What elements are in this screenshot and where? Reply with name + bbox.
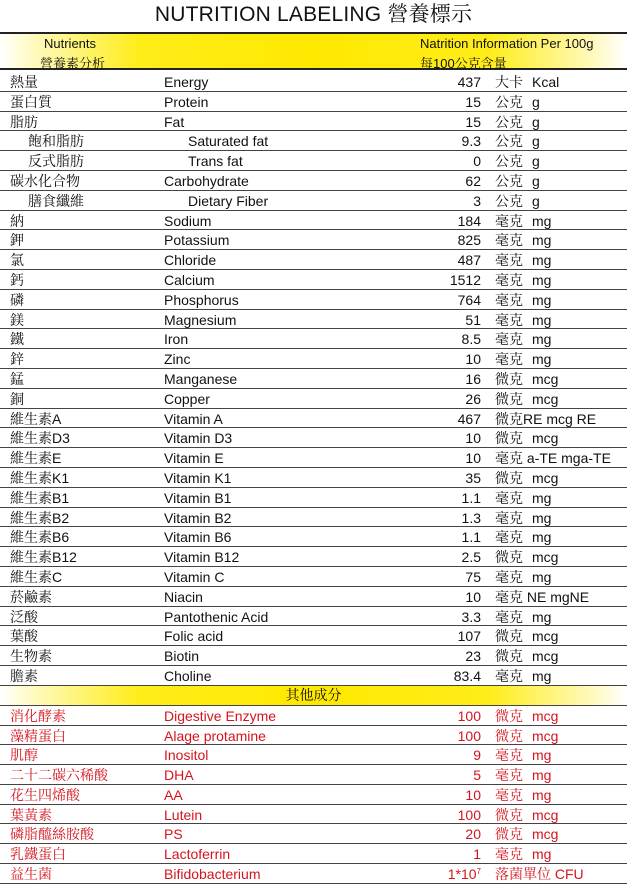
nutrient-name-en: Lutein <box>164 806 203 823</box>
nutrient-unit-en: mg <box>532 846 552 863</box>
nutrient-unit-en: mcg <box>532 648 559 665</box>
header-nutrients-zh: 營養素分析 <box>40 56 106 71</box>
nutrient-row <box>0 448 627 468</box>
nutrient-unit-zh: 微克 <box>495 806 523 823</box>
nutrient-unit-zh: 毫克 <box>495 568 523 585</box>
nutrient-unit-zh: 微克 <box>495 390 523 407</box>
nutrient-name-zh: 鋅 <box>10 351 24 368</box>
nutrient-unit-en: g <box>532 153 540 170</box>
nutrient-value: 51 <box>465 311 481 328</box>
nutrient-row <box>0 131 627 151</box>
nutrient-unit-zh: 毫克 <box>495 331 523 348</box>
nutrient-row <box>0 468 627 488</box>
nutrient-unit-en: mg <box>532 232 552 249</box>
nutrient-value: 3.3 <box>461 608 481 625</box>
nutrient-row <box>0 211 627 231</box>
nutrient-unit-en: mg <box>532 747 552 764</box>
nutrient-name-en: Vitamin D3 <box>164 430 233 447</box>
nutrient-name-en: Potassium <box>164 232 230 249</box>
nutrient-name-en: Digestive Enzyme <box>164 707 277 724</box>
nutrient-unit-zh: 毫克 <box>495 786 523 803</box>
nutrient-name-en: Iron <box>164 331 189 348</box>
nutrient-name-en: Magnesium <box>164 311 237 328</box>
nutrient-unit-zh: 毫克 <box>495 509 523 526</box>
nutrient-row <box>0 428 627 448</box>
nutrient-name-en: Vitamin B12 <box>164 549 240 566</box>
nutrient-unit-zh: 毫克 <box>495 767 523 784</box>
nutrient-row <box>0 646 627 666</box>
nutrient-name-en: Chloride <box>164 252 217 269</box>
nutrient-value: 100 <box>457 727 481 744</box>
nutrient-value: 100 <box>457 806 481 823</box>
nutrient-unit-zh: 微克 <box>495 628 523 645</box>
nutrient-row <box>0 230 627 250</box>
nutrient-name-en: Vitamin B1 <box>164 489 232 506</box>
nutrient-name-en: Carbohydrate <box>164 172 249 189</box>
nutrient-name-zh: 鈣 <box>10 271 24 288</box>
header-nutrients-en: Nutrients <box>44 36 97 51</box>
nutrient-unit-en: mcg <box>532 628 559 645</box>
nutrient-unit-en: mcg <box>532 707 559 724</box>
nutrient-name-en: Choline <box>164 667 212 684</box>
nutrient-unit-en: mg <box>532 291 552 308</box>
nutrient-value: 20 <box>465 826 481 843</box>
nutrient-name-zh: 氯 <box>10 252 24 269</box>
nutrient-row <box>0 112 627 132</box>
nutrient-name-en: Vitamin K1 <box>164 469 232 486</box>
nutrient-value: 75 <box>465 568 481 585</box>
nutrient-name-en: AA <box>164 786 183 803</box>
header-per100-en: Natrition Information Per 100g <box>420 36 594 51</box>
nutrient-row <box>0 191 627 211</box>
nutrient-name-zh: 花生四烯酸 <box>10 786 80 803</box>
nutrient-value: $1*10^7$ <box>447 866 481 883</box>
nutrient-name-zh: 蛋白質 <box>10 93 52 110</box>
nutrient-unit-en: g <box>532 133 540 150</box>
nutrient-name-zh: 磷脂醯絲胺酸 <box>10 826 94 843</box>
nutrient-value: 10 <box>465 430 481 447</box>
nutrient-name-zh: 銅 <box>10 390 24 407</box>
nutrient-name-zh: 膳食纖維 <box>28 192 84 209</box>
nutrient-unit-en: mg <box>532 568 552 585</box>
nutrient-row <box>0 547 627 567</box>
nutrient-unit-zh: 公克 <box>495 192 523 209</box>
nutrient-row <box>0 92 627 112</box>
nutrient-value: 26 <box>465 390 481 407</box>
nutrient-unit-en: mg <box>532 786 552 803</box>
nutrient-unit-en: mcg <box>532 806 559 823</box>
other-ingredient-row <box>0 864 627 884</box>
nutrient-name-en: Protein <box>164 93 209 110</box>
section-other-ingredients: 其他成分 <box>0 686 627 706</box>
nutrient-value: 5 <box>473 767 481 784</box>
nutrient-unit-en: mcg <box>532 727 559 744</box>
nutrient-name-en: Phosphorus <box>164 291 239 308</box>
nutrient-unit-en: mg <box>532 331 552 348</box>
nutrient-name-zh: 鐵 <box>10 331 24 348</box>
nutrient-name-zh: 磷 <box>10 291 24 308</box>
nutrient-name-zh: 反式脂肪 <box>28 153 84 170</box>
nutrient-unit-zh: 微克 <box>495 469 523 486</box>
nutrient-value: 9.3 <box>461 133 481 150</box>
nutrient-unit-en: mg <box>532 252 552 269</box>
nutrient-value: 487 <box>457 252 481 269</box>
other-ingredient-row <box>0 785 627 805</box>
nutrient-row <box>0 666 627 686</box>
nutrient-name-zh: 生物素 <box>10 648 52 665</box>
nutrient-value: 2.5 <box>461 549 481 566</box>
nutrient-unit-zh: 毫克 <box>495 291 523 308</box>
nutrient-name-en: Manganese <box>164 370 238 387</box>
nutrient-row <box>0 270 627 290</box>
nutrient-unit-en: mg <box>532 271 552 288</box>
nutrient-unit-zh: 微克 <box>495 727 523 744</box>
nutrient-unit: 毫克 a-TE mga-TE <box>495 450 611 467</box>
other-ingredient-row <box>0 844 627 864</box>
nutrient-value: 8.5 <box>461 331 481 348</box>
nutrient-unit-zh: 毫克 <box>495 212 523 229</box>
nutrient-value: 9 <box>473 747 481 764</box>
nutrient-unit-en: mg <box>532 667 552 684</box>
nutrient-name-zh: 藻精蛋白 <box>10 727 66 744</box>
nutrient-name-en: DHA <box>164 767 194 784</box>
nutrient-row <box>0 290 627 310</box>
nutrient-value: 1512 <box>449 271 481 288</box>
nutrient-name-zh: 膽素 <box>10 667 38 684</box>
nutrient-unit-zh: 公克 <box>495 153 523 170</box>
nutrient-name-zh: 肌醇 <box>10 747 38 764</box>
nutrient-name-zh: 維生素B1 <box>10 489 70 506</box>
nutrient-value: 10 <box>465 786 481 803</box>
nutrient-name-en: Vitamin E <box>164 450 224 467</box>
nutrient-value: 0 <box>473 153 481 170</box>
nutrient-name-zh: 維生素K1 <box>10 469 70 486</box>
nutrient-row <box>0 369 627 389</box>
nutrient-name-zh: 維生素C <box>10 568 63 585</box>
table-header <box>0 32 627 70</box>
nutrient-unit-en: mg <box>532 509 552 526</box>
nutrient-name-en: Vitamin B6 <box>164 529 232 546</box>
nutrient-name-zh: 乳鐵蛋白 <box>10 846 66 863</box>
nutrient-name-en: PS <box>164 826 183 843</box>
nutrient-name-zh: 二十二碳六稀酸 <box>10 767 108 784</box>
nutrient-name-zh: 脂肪 <box>10 113 38 130</box>
nutrient-name-zh: 碳水化合物 <box>10 172 80 189</box>
nutrient-value: 23 <box>465 648 481 665</box>
nutrient-unit-en: g <box>532 172 540 189</box>
nutrient-name-zh: 錳 <box>10 370 24 387</box>
nutrient-unit-zh: 毫克 <box>495 232 523 249</box>
nutrient-unit-en: mcg <box>532 549 559 566</box>
nutrient-unit-zh: 毫克 <box>495 747 523 764</box>
nutrient-value: 1.1 <box>461 489 481 506</box>
nutrient-unit-en: mg <box>532 351 552 368</box>
nutrient-unit-zh: 毫克 <box>495 846 523 863</box>
nutrient-value: 16 <box>465 370 481 387</box>
nutrient-value: 1.1 <box>461 529 481 546</box>
nutrient-name-zh: 泛酸 <box>10 608 38 625</box>
nutrient-unit: 落菌單位 CFU <box>495 866 584 883</box>
nutrient-row <box>0 72 627 92</box>
nutrient-unit-zh: 毫克 <box>495 351 523 368</box>
nutrient-unit-en: g <box>532 113 540 130</box>
nutrient-row <box>0 508 627 528</box>
nutrient-name-en: Vitamin A <box>164 410 223 427</box>
nutrient-name-zh: 葉酸 <box>10 628 38 645</box>
nutrient-unit-zh: 公克 <box>495 133 523 150</box>
nutrient-name-en: Pantothenic Acid <box>164 608 269 625</box>
nutrient-unit-zh: 毫克 <box>495 271 523 288</box>
nutrient-unit-zh: 毫克 <box>495 311 523 328</box>
nutrient-value: 437 <box>457 74 481 90</box>
nutrient-name-en: Saturated fat <box>188 133 269 150</box>
nutrient-name-en: Copper <box>164 390 210 407</box>
nutrient-value: 15 <box>465 93 481 110</box>
nutrient-row <box>0 587 627 607</box>
nutrient-unit-zh: 微克 <box>495 549 523 566</box>
nutrient-value: 825 <box>457 232 481 249</box>
other-ingredient-row <box>0 805 627 825</box>
nutrient-value: 764 <box>457 291 481 308</box>
nutrient-unit-zh: 毫克 <box>495 252 523 269</box>
nutrient-name-zh: 鉀 <box>10 232 24 249</box>
nutrient-name-zh: 鎂 <box>10 311 24 328</box>
nutrient-unit-zh: 毫克 <box>495 667 523 684</box>
nutrient-row <box>0 488 627 508</box>
nutrient-name-zh: 納 <box>10 212 24 229</box>
nutrient-name-en: Bifidobacterium <box>164 866 261 883</box>
nutrient-name-zh: 維生素A <box>10 410 62 427</box>
nutrient-name-en: Sodium <box>164 212 212 229</box>
nutrient-name-zh: 飽和脂肪 <box>28 133 84 150</box>
nutrient-row <box>0 310 627 330</box>
nutrient-value: 100 <box>457 707 481 724</box>
nutrient-name-zh: 維生素B2 <box>10 509 70 526</box>
nutrient-row <box>0 151 627 171</box>
nutrient-unit: 毫克 NE mgNE <box>495 588 590 605</box>
nutrient-name-zh: 益生菌 <box>10 866 52 883</box>
nutrient-name-zh: 維生素D3 <box>10 430 70 447</box>
nutrient-unit-zh: 毫克 <box>495 529 523 546</box>
nutrient-name-en: Fat <box>164 113 185 130</box>
nutrient-unit-en: mg <box>532 529 552 546</box>
nutrient-name-zh: 維生素B12 <box>10 549 77 566</box>
nutrient-unit-zh: 微克 <box>495 826 523 843</box>
nutrient-row <box>0 527 627 547</box>
nutrient-value: 1.3 <box>461 509 481 526</box>
nutrient-unit-en: mcg <box>532 370 559 387</box>
nutrient-row <box>0 250 627 270</box>
nutrient-row <box>0 409 627 429</box>
nutrient-unit-zh: 公克 <box>495 93 523 110</box>
nutrient-name-en: Lactoferrin <box>164 846 231 863</box>
nutrient-value: 3 <box>473 192 481 209</box>
nutrient-unit-zh: 微克 <box>495 707 523 724</box>
page-title: NUTRITION LABELING 營養標示 <box>154 3 473 26</box>
nutrient-unit-en: mg <box>532 767 552 784</box>
nutrient-value: 184 <box>457 212 481 229</box>
header-per100-zh: 每100公克含量 <box>420 56 507 71</box>
nutrient-unit-en: mcg <box>532 430 559 447</box>
nutrient-row <box>0 607 627 627</box>
nutrient-name-en: Energy <box>164 74 209 90</box>
nutrient-unit-en: g <box>532 192 540 209</box>
nutrient-name-en: Inositol <box>164 747 209 764</box>
nutrient-value: 83.4 <box>453 667 481 684</box>
nutrient-value: 10 <box>465 450 481 467</box>
nutrient-row <box>0 329 627 349</box>
nutrient-name-zh: 熱量 <box>10 74 38 90</box>
nutrient-unit-en: mcg <box>532 390 559 407</box>
nutrient-unit-en: Kcal <box>532 74 560 90</box>
nutrient-row <box>0 349 627 369</box>
nutrient-name-en: Zinc <box>164 351 191 368</box>
nutrient-value: 467 <box>457 410 481 427</box>
nutrient-name-en: Dietary Fiber <box>188 192 269 209</box>
nutrient-unit-zh: 微克 <box>495 648 523 665</box>
nutrient-value: 1 <box>473 846 481 863</box>
nutrient-name-en: Folic acid <box>164 628 224 645</box>
nutrient-name-en: Vitamin B2 <box>164 509 232 526</box>
nutrient-name-en: Biotin <box>164 648 200 665</box>
nutrient-name-zh: 維生素E <box>10 450 62 467</box>
nutrition-table <box>0 72 627 884</box>
other-ingredient-row <box>0 706 627 726</box>
nutrient-name-en: Trans fat <box>188 153 243 170</box>
other-ingredient-row <box>0 745 627 765</box>
nutrient-row <box>0 626 627 646</box>
nutrient-name-zh: 葉黃素 <box>10 806 52 823</box>
nutrient-unit-zh: 毫克 <box>495 489 523 506</box>
nutrient-value: 62 <box>465 172 481 189</box>
nutrient-unit-zh: 微克 <box>495 430 523 447</box>
nutrient-value: 35 <box>465 469 481 486</box>
nutrient-unit-en: mg <box>532 311 552 328</box>
nutrient-unit-zh: 公克 <box>495 172 523 189</box>
nutrient-row <box>0 567 627 587</box>
nutrient-unit-en: mg <box>532 608 552 625</box>
nutrient-name-en: Vitamin C <box>164 568 225 585</box>
nutrient-row <box>0 171 627 191</box>
nutrient-row <box>0 389 627 409</box>
nutrient-name-zh: 消化酵素 <box>10 707 66 724</box>
nutrient-unit-zh: 公克 <box>495 113 523 130</box>
nutrient-name-en: Alage protamine <box>164 727 266 744</box>
nutrient-unit-en: g <box>532 93 540 110</box>
nutrient-unit-zh: 毫克 <box>495 608 523 625</box>
nutrient-value: 107 <box>457 628 481 645</box>
nutrient-name-en: Niacin <box>164 588 203 605</box>
nutrient-value: 10 <box>465 351 481 368</box>
other-ingredient-row <box>0 765 627 785</box>
nutrient-value: 10 <box>465 588 481 605</box>
nutrient-unit-en: mg <box>532 212 552 229</box>
other-ingredient-row <box>0 726 627 746</box>
other-ingredient-row <box>0 824 627 844</box>
nutrient-value: 15 <box>465 113 481 130</box>
nutrient-unit: 微克RE mcg RE <box>495 410 597 427</box>
nutrient-unit-en: mg <box>532 489 552 506</box>
nutrient-unit-en: mcg <box>532 469 559 486</box>
nutrient-unit-zh: 大卡 <box>495 74 523 90</box>
nutrient-unit-en: mcg <box>532 826 559 843</box>
nutrient-name-zh: 維生素B6 <box>10 529 70 546</box>
nutrient-name-en: Calcium <box>164 271 215 288</box>
nutrient-unit-zh: 微克 <box>495 370 523 387</box>
nutrient-name-zh: 菸鹼素 <box>10 588 52 605</box>
